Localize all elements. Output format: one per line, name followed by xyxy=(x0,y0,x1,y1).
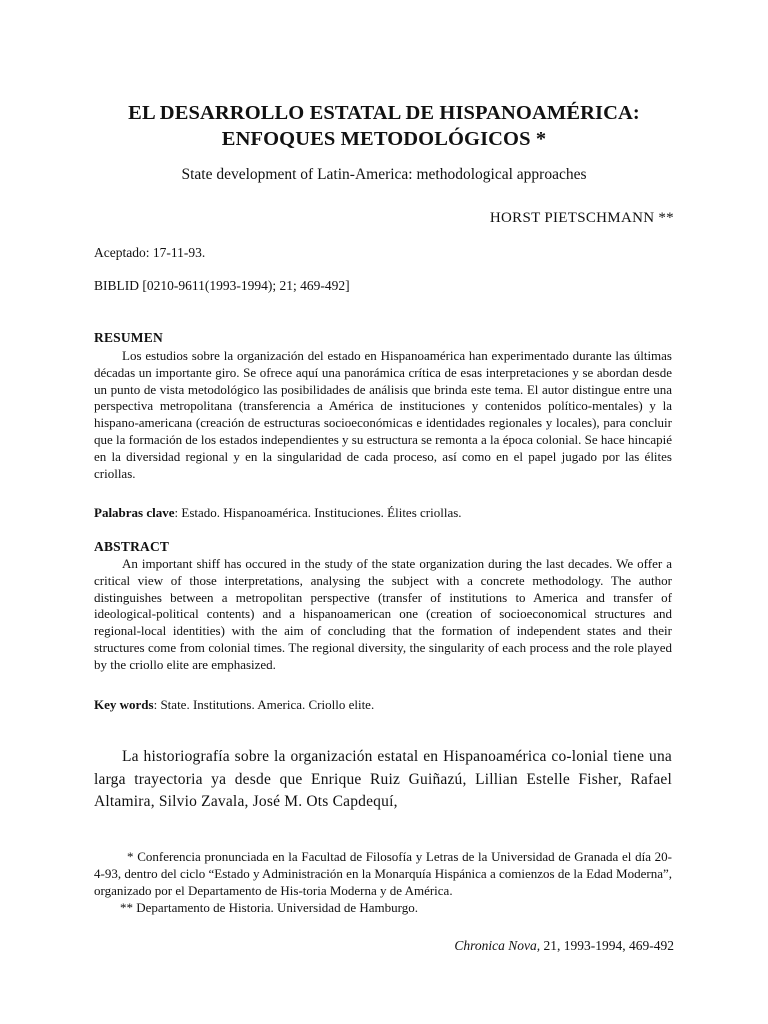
journal-reference: 21, 1993-1994, 469-492 xyxy=(540,938,674,953)
key-words-label: Key words xyxy=(94,697,154,712)
biblid-reference: BIBLID [0210-9611(1993-1994); 21; 469-492] xyxy=(94,278,350,293)
accepted-date: Aceptado: 17-11-93. xyxy=(94,245,206,260)
palabras-clave-label: Palabras clave xyxy=(94,505,175,520)
palabras-clave-values: : Estado. Hispanoamérica. Instituciones. Élites criollas. xyxy=(174,505,462,520)
journal-citation xyxy=(200,938,674,954)
palabras-clave xyxy=(94,505,672,521)
key-words-values: : State. Institutions. America. Criollo elite. xyxy=(153,697,375,712)
footnote-1: * Conferencia pronunciada en la Facultad de Filosofía y Letras de la Universidad de Granada el día 20-4-93, dentro del ciclo “Estado y Administración en la Monarquía Hispánica a comienzos de la Edad Moderna”, organizado por el Departamento de His-toria Moderna y de América. xyxy=(94,849,672,898)
article-title xyxy=(60,100,708,152)
footnote-2: ** Departamento de Historia. Universidad de Hamburgo. xyxy=(120,900,418,915)
english-subtitle: State development of Latin-America: methodological approaches xyxy=(181,166,587,183)
author-name: HORST PIETSCHMANN ** xyxy=(489,210,674,226)
key-words xyxy=(94,697,672,713)
title-line-1: EL DESARROLLO ESTATAL DE HISPANOAMÉRICA: xyxy=(128,102,640,124)
footnotes xyxy=(94,848,672,916)
abstract-paragraph: An important shiff has occured in the study of the state organization during the last decades. We offer a critical view of those interpretations, analysing the subject with a concrete methodology. The author distinguishes between a metropolitan perspective (transfer of institutions to America and transfer of ideological-political contents) and a hispanoamerican one (creation of socioeconomical structures and regional-local identities) with the aim of concluding that the formation of independent states and their structures come from colonial times. The regional diversity, the singularity of each process and the role played by the criollo elite are emphasized. xyxy=(94,556,672,672)
title-line-2: ENFOQUES METODOLÓGICOS * xyxy=(221,128,547,150)
resumen-paragraph: Los estudios sobre la organización del estado en Hispanoamérica han experimentado durante las últimas décadas un importante giro. Se ofrece aquí una panorámica crítica de esas interpretaciones y se abordan desde un punto de vista metodológico las posibilidades de análisis que brinda este tema. El autor distingue entre una perspectiva metropolitana (transferencia a América de instituciones y contenidos político-mentales) y la hispano-americana (creación de estructuras socioeconómicas e identidades regionales y locales), para concluir que la formación de los estados independientes y su estructura se remonta a la época colonial. Se hace hincapié en la diversidad regional y en la singularidad de cada proceso, así como en el papel jugado por las élites criollas. xyxy=(94,348,672,481)
body-paragraph: La historiografía sobre la organización estatal en Hispanoamérica co-lonial tiene una larga trayectoria ya desde que Enrique Ruiz Guiñazú, Lillian Estelle Fisher, Rafael Altamira, Silvio Zavala, José M. Ots Capdequí, xyxy=(94,748,672,810)
journal-name: Chronica Nova, xyxy=(454,938,541,953)
abstract-heading: ABSTRACT xyxy=(94,539,170,554)
resumen-heading: RESUMEN xyxy=(94,330,163,345)
